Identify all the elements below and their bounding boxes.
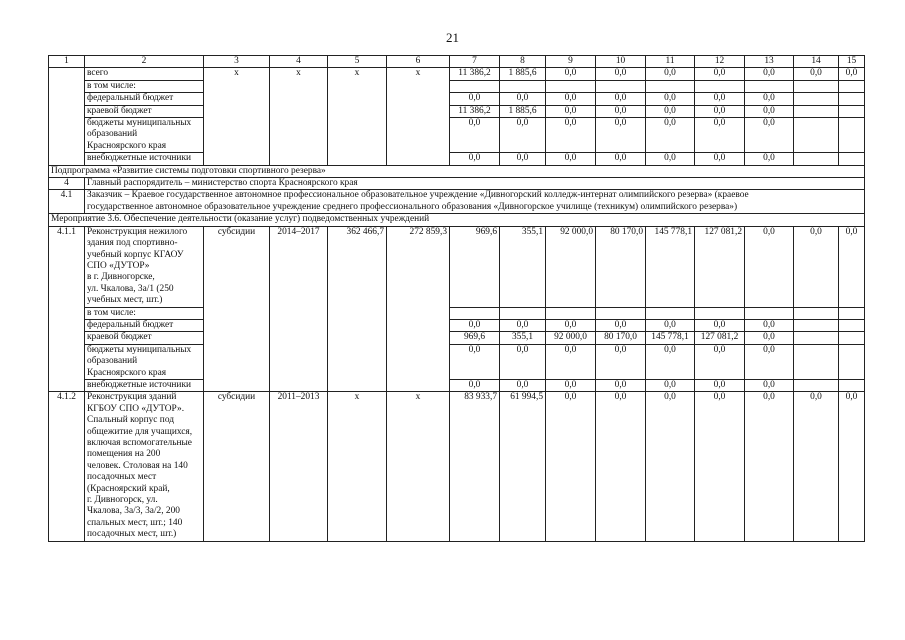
column-header: 13 — [745, 56, 794, 68]
empty-cell — [839, 344, 865, 379]
value-cell: 0,0 — [546, 118, 596, 153]
empty-cell — [839, 118, 865, 153]
empty-cell — [839, 105, 865, 117]
empty-cell — [794, 153, 839, 165]
value-cell: 11 386,2 — [450, 68, 500, 80]
empty-cell — [794, 344, 839, 379]
row-label-line: образований — [87, 129, 138, 140]
value-cell: 0,0 — [839, 226, 865, 307]
row-text — [85, 190, 865, 214]
value-cell: 0,0 — [596, 379, 646, 391]
project-description — [85, 226, 204, 307]
row-label-line: образований — [87, 356, 138, 367]
empty-cell — [839, 379, 865, 391]
description-line: здания под спортивно- — [87, 238, 178, 249]
table-row — [49, 226, 865, 307]
row-label-line: бюджеты муниципальных — [87, 118, 192, 129]
value-cell — [745, 307, 794, 319]
empty-cell — [839, 93, 865, 105]
empty-cell — [839, 80, 865, 92]
project-description — [85, 392, 204, 541]
column-header: 3 — [204, 56, 270, 68]
value-cell: 0,0 — [695, 118, 745, 153]
value-cell: 2014–2017 — [270, 226, 328, 392]
column-header: 15 — [839, 56, 865, 68]
value-cell — [646, 80, 695, 92]
value-cell: 0,0 — [646, 105, 695, 117]
value-cell: 0,0 — [500, 379, 546, 391]
row-label: в том числе: — [85, 307, 204, 319]
value-cell — [450, 307, 500, 319]
column-header: 10 — [596, 56, 646, 68]
value-cell: x — [270, 68, 328, 165]
value-cell: 0,0 — [596, 392, 646, 541]
description-line: человек. Столовая на 140 — [87, 460, 188, 471]
value-cell — [646, 307, 695, 319]
empty-cell — [794, 379, 839, 391]
table-row — [49, 392, 865, 541]
value-cell — [695, 80, 745, 92]
row-label: федеральный бюджет — [85, 93, 204, 105]
value-cell: 0,0 — [546, 344, 596, 379]
value-cell: 0,0 — [546, 319, 596, 331]
value-cell: 0,0 — [745, 105, 794, 117]
value-cell: 0,0 — [546, 68, 596, 80]
description-line: Чкалова, 3а/3, 3а/2, 200 — [87, 506, 180, 517]
description-line: ул. Чкалова, 3а/1 (250 — [87, 283, 174, 294]
value-cell: 0,0 — [695, 68, 745, 80]
value-cell: 0,0 — [596, 68, 646, 80]
value-cell: 1 885,6 — [500, 105, 546, 117]
value-cell: 11 386,2 — [450, 105, 500, 117]
value-cell: 0,0 — [695, 379, 745, 391]
value-cell: 0,0 — [450, 379, 500, 391]
row-label: краевой бюджет — [85, 105, 204, 117]
table-row — [49, 214, 865, 226]
value-cell: 0,0 — [500, 344, 546, 379]
value-cell: субсидии — [204, 226, 270, 392]
empty-cell — [839, 319, 865, 331]
column-header: 6 — [387, 56, 450, 68]
row-text-line: Заказчик – Краевое государственное автономное профессиональное образовательное учреждение «Дивногорский колледж-интернат олимпийского резерва» (краевое — [87, 190, 749, 201]
row-number: 4.1.1 — [49, 226, 85, 392]
value-cell: 92 000,0 — [546, 226, 596, 307]
table-row — [49, 332, 865, 344]
value-cell: 0,0 — [745, 68, 794, 80]
value-cell: 0,0 — [596, 153, 646, 165]
value-cell: 0,0 — [695, 344, 745, 379]
value-cell: 0,0 — [500, 153, 546, 165]
subprogram-title: Подпрограмма «Развитие системы подготовки спортивного резерва» — [49, 165, 865, 177]
value-cell: 272 859,3 — [387, 226, 450, 392]
value-cell: 0,0 — [794, 226, 839, 307]
value-cell: 0,0 — [794, 68, 839, 80]
empty-cell — [839, 332, 865, 344]
table-row — [49, 153, 865, 165]
value-cell: 0,0 — [500, 93, 546, 105]
table-row — [49, 344, 865, 379]
value-cell: x — [328, 392, 387, 541]
row-label-line: Красноярского края — [87, 140, 167, 151]
value-cell: 0,0 — [745, 226, 794, 307]
description-line: Реконструкция нежилого — [87, 226, 188, 237]
value-cell — [500, 80, 546, 92]
value-cell — [596, 80, 646, 92]
value-cell: 0,0 — [596, 319, 646, 331]
value-cell: 0,0 — [745, 319, 794, 331]
empty-cell — [839, 307, 865, 319]
value-cell: 355,1 — [500, 332, 546, 344]
table-row — [49, 118, 865, 153]
value-cell: 0,0 — [450, 319, 500, 331]
value-cell: 127 081,2 — [695, 226, 745, 307]
column-header: 11 — [646, 56, 695, 68]
value-cell: 0,0 — [450, 93, 500, 105]
row-label: всего — [85, 68, 204, 80]
value-cell: 0,0 — [695, 319, 745, 331]
value-cell: 0,0 — [546, 153, 596, 165]
empty-cell — [794, 307, 839, 319]
table-row — [49, 68, 865, 80]
value-cell: 0,0 — [596, 93, 646, 105]
empty-cell — [794, 332, 839, 344]
value-cell: 0,0 — [695, 392, 745, 541]
value-cell: 355,1 — [500, 226, 546, 307]
column-header: 2 — [85, 56, 204, 68]
column-header: 1 — [49, 56, 85, 68]
empty-cell — [794, 105, 839, 117]
row-text-line: государственное автономное образовательное учреждение среднего профессионального образования «Дивногорское училище (техникум) олимпийского резерва») — [87, 201, 738, 212]
value-cell: 0,0 — [646, 392, 695, 541]
value-cell: 0,0 — [646, 93, 695, 105]
value-cell: 80 170,0 — [596, 226, 646, 307]
row-label — [85, 118, 204, 153]
empty-cell — [794, 80, 839, 92]
empty-cell — [794, 118, 839, 153]
value-cell: 0,0 — [546, 93, 596, 105]
value-cell: 0,0 — [839, 392, 865, 541]
row-text: Главный распорядитель – министерство спорта Красноярского края — [85, 178, 865, 190]
value-cell: 127 081,2 — [695, 332, 745, 344]
value-cell: 0,0 — [646, 118, 695, 153]
description-line: Спальный корпус под — [87, 415, 175, 426]
value-cell: 92 000,0 — [546, 332, 596, 344]
value-cell: 0,0 — [546, 392, 596, 541]
value-cell: 0,0 — [646, 344, 695, 379]
description-line: помещения на 200 — [87, 449, 161, 460]
value-cell: 61 994,5 — [500, 392, 546, 541]
table-row — [49, 80, 865, 92]
value-cell — [546, 307, 596, 319]
value-cell: 0,0 — [500, 118, 546, 153]
page-number: 21 — [446, 30, 459, 45]
row-label: федеральный бюджет — [85, 319, 204, 331]
description-line: спальных мест, шт.; 140 — [87, 517, 183, 528]
value-cell: x — [328, 68, 387, 165]
value-cell: 0,0 — [745, 344, 794, 379]
column-header: 9 — [546, 56, 596, 68]
column-header: 14 — [794, 56, 839, 68]
description-line: КГБОУ СПО «ДУТОР». — [87, 403, 185, 414]
description-line: общежитие для учащихся, — [87, 426, 193, 437]
value-cell: 0,0 — [745, 118, 794, 153]
value-cell — [450, 80, 500, 92]
value-cell: 0,0 — [646, 319, 695, 331]
table-row — [49, 165, 865, 177]
description-line: г. Дивногорск, ул. — [87, 495, 158, 506]
value-cell: 969,6 — [450, 332, 500, 344]
value-cell: 0,0 — [839, 68, 865, 80]
value-cell: субсидии — [204, 392, 270, 541]
row-label: краевой бюджет — [85, 332, 204, 344]
row-label — [85, 344, 204, 379]
description-line: в г. Дивногорске, — [87, 272, 155, 283]
table-row — [49, 178, 865, 190]
column-header: 8 — [500, 56, 546, 68]
table-row — [49, 56, 865, 68]
value-cell: 0,0 — [695, 153, 745, 165]
table-row — [49, 105, 865, 117]
description-line: посадочных мест — [87, 472, 157, 483]
description-line: (Красноярский край, — [87, 483, 170, 494]
description-line: СПО «ДУТОР» — [87, 260, 150, 271]
value-cell: 2011–2013 — [270, 392, 328, 541]
column-header: 12 — [695, 56, 745, 68]
value-cell: 0,0 — [695, 93, 745, 105]
value-cell — [500, 307, 546, 319]
row-number: 4 — [49, 178, 85, 190]
value-cell: 80 170,0 — [596, 332, 646, 344]
value-cell: 0,0 — [450, 153, 500, 165]
description-line: включая вспомогательные — [87, 438, 192, 448]
row-label-line: бюджеты муниципальных — [87, 344, 192, 355]
row-number: 4.1 — [49, 190, 85, 214]
table-row — [49, 93, 865, 105]
value-cell: x — [387, 68, 450, 165]
empty-cell — [794, 319, 839, 331]
budget-table — [48, 55, 865, 542]
value-cell: 0,0 — [500, 319, 546, 331]
value-cell: 0,0 — [596, 344, 646, 379]
value-cell: 0,0 — [745, 332, 794, 344]
column-header: 7 — [450, 56, 500, 68]
value-cell: 0,0 — [450, 118, 500, 153]
value-cell: 969,6 — [450, 226, 500, 307]
value-cell: 0,0 — [596, 105, 646, 117]
value-cell: 0,0 — [695, 105, 745, 117]
value-cell: x — [387, 392, 450, 541]
description-line: учебный корпус КГАОУ — [87, 249, 184, 260]
row-label: внебюджетные источники — [85, 153, 204, 165]
column-header: 4 — [270, 56, 328, 68]
value-cell: 0,0 — [450, 344, 500, 379]
empty-cell — [794, 93, 839, 105]
row-number: 4.1.2 — [49, 392, 85, 541]
table-row — [49, 379, 865, 391]
row-label: внебюджетные источники — [85, 379, 204, 391]
table-row — [49, 307, 865, 319]
value-cell: 0,0 — [596, 118, 646, 153]
value-cell: 83 933,7 — [450, 392, 500, 541]
value-cell: 0,0 — [745, 379, 794, 391]
row-label: в том числе: — [85, 80, 204, 92]
value-cell: 362 466,7 — [328, 226, 387, 392]
value-cell — [695, 307, 745, 319]
row-label-line: Красноярского края — [87, 367, 167, 378]
value-cell — [546, 80, 596, 92]
value-cell: 0,0 — [646, 68, 695, 80]
description-line: Реконструкция зданий — [87, 392, 177, 403]
activity-title: Мероприятие 3.6. Обеспечение деятельности (оказание услуг) подведомственных учреждений — [49, 214, 865, 226]
value-cell: x — [204, 68, 270, 165]
table-row — [49, 319, 865, 331]
value-cell: 0,0 — [745, 93, 794, 105]
value-cell: 0,0 — [546, 105, 596, 117]
value-cell: 145 778,1 — [646, 332, 695, 344]
value-cell: 0,0 — [546, 379, 596, 391]
empty-cell — [839, 153, 865, 165]
value-cell: 0,0 — [745, 153, 794, 165]
value-cell — [745, 80, 794, 92]
column-header: 5 — [328, 56, 387, 68]
value-cell: 0,0 — [745, 392, 794, 541]
value-cell: 1 885,6 — [500, 68, 546, 80]
description-line: посадочных мест, шт.) — [87, 529, 177, 540]
value-cell: 0,0 — [646, 379, 695, 391]
value-cell: 0,0 — [646, 153, 695, 165]
row-number-cell — [49, 68, 85, 165]
description-line: учебных мест, шт.) — [87, 295, 163, 306]
table-row — [49, 190, 865, 214]
value-cell — [596, 307, 646, 319]
value-cell: 0,0 — [794, 392, 839, 541]
value-cell: 145 778,1 — [646, 226, 695, 307]
